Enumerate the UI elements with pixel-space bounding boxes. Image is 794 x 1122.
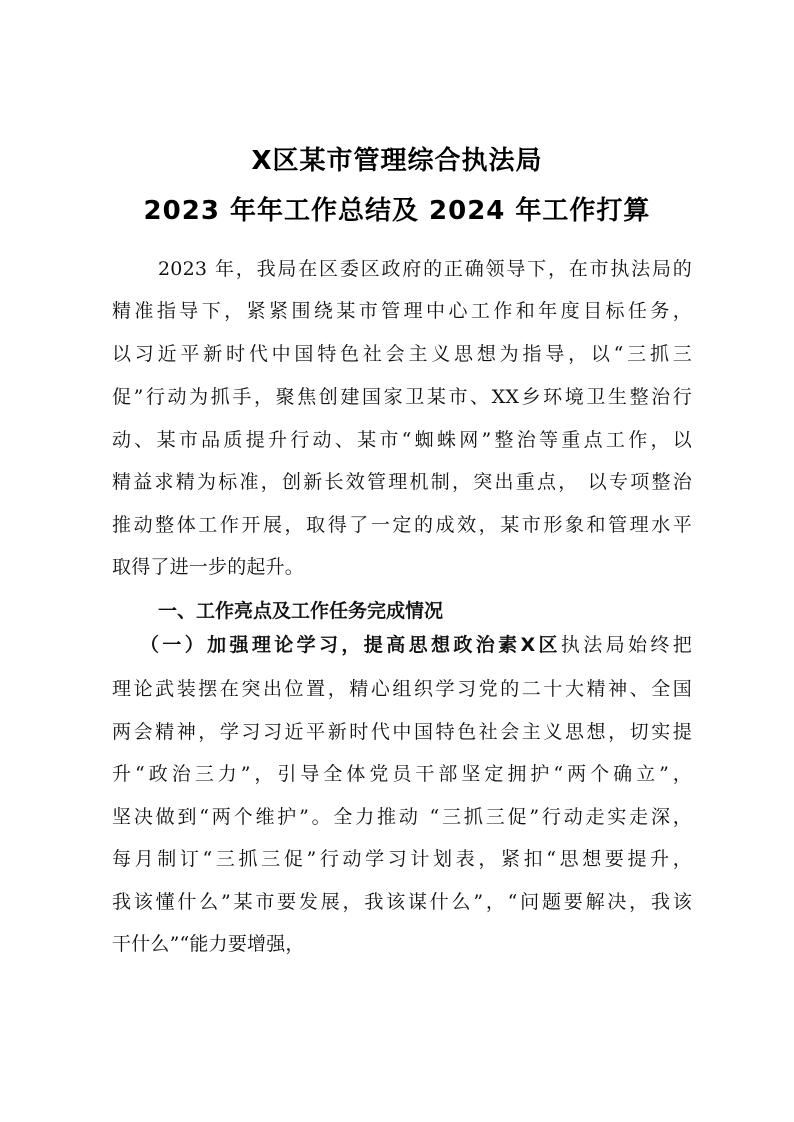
- body-line-3: 升“政治三力”，引导全体党员干部坚定拥护“两个确立”，: [112, 763, 692, 785]
- subsection-first-line-text: 执法局始终把: [560, 634, 692, 656]
- body-line-6: 我该懂什么”某市要发展，我该谋什么”，“问题要解决，我该: [112, 891, 692, 913]
- subsection-first-line: [140, 632, 692, 658]
- section-heading: 一、工作亮点及工作任务完成情况: [158, 600, 444, 622]
- intro-line-4: 促”行动为抓手，聚焦创建国家卫某市、XX乡环境卫生整治行: [112, 386, 692, 408]
- intro-line-2: 精准指导下，紧紧围绕某市管理中心工作和年度目标任务，: [112, 300, 692, 322]
- document-title-line-2: 2023 年年工作总结及 2024 年工作打算: [143, 196, 651, 226]
- body-line-5: 每月制订“三抓三促”行动学习计划表，紧扣“思想要提升，: [112, 848, 692, 870]
- intro-line-8: 取得了进一步的起升。: [112, 556, 305, 578]
- intro-line-1: 2023 年，我局在区委区政府的正确领导下，在市执法局的: [158, 258, 692, 280]
- intro-line-3: 以习近平新时代中国特色社会主义思想为指导，以“三抓三: [112, 343, 692, 365]
- body-line-2: 两会精神，学习习近平新时代中国特色社会主义思想，切实提: [112, 721, 692, 743]
- subsection-heading: （一）加强理论学习，提高思想政治素X区: [140, 634, 561, 656]
- document-title-line-1: X区某市管理综合执法局: [251, 146, 543, 176]
- intro-line-5: 动、某市品质提升行动、某市“蜘蛛网”整治等重点工作，以: [112, 429, 692, 451]
- intro-line-7: 推动整体工作开展，取得了一定的成效，某市形象和管理水平: [112, 514, 692, 536]
- intro-line-6: 精益求精为标准，创新长效管理机制，突出重点， 以专项整治: [112, 471, 692, 493]
- body-line-1: 理论武装摆在突出位置，精心组织学习党的二十大精神、全国: [112, 678, 692, 700]
- body-line-7: 干什么”“能力要增强，: [112, 933, 305, 955]
- body-line-4: 坚决做到“两个维护”。全力推动 “三抓三促”行动走实走深，: [112, 806, 692, 828]
